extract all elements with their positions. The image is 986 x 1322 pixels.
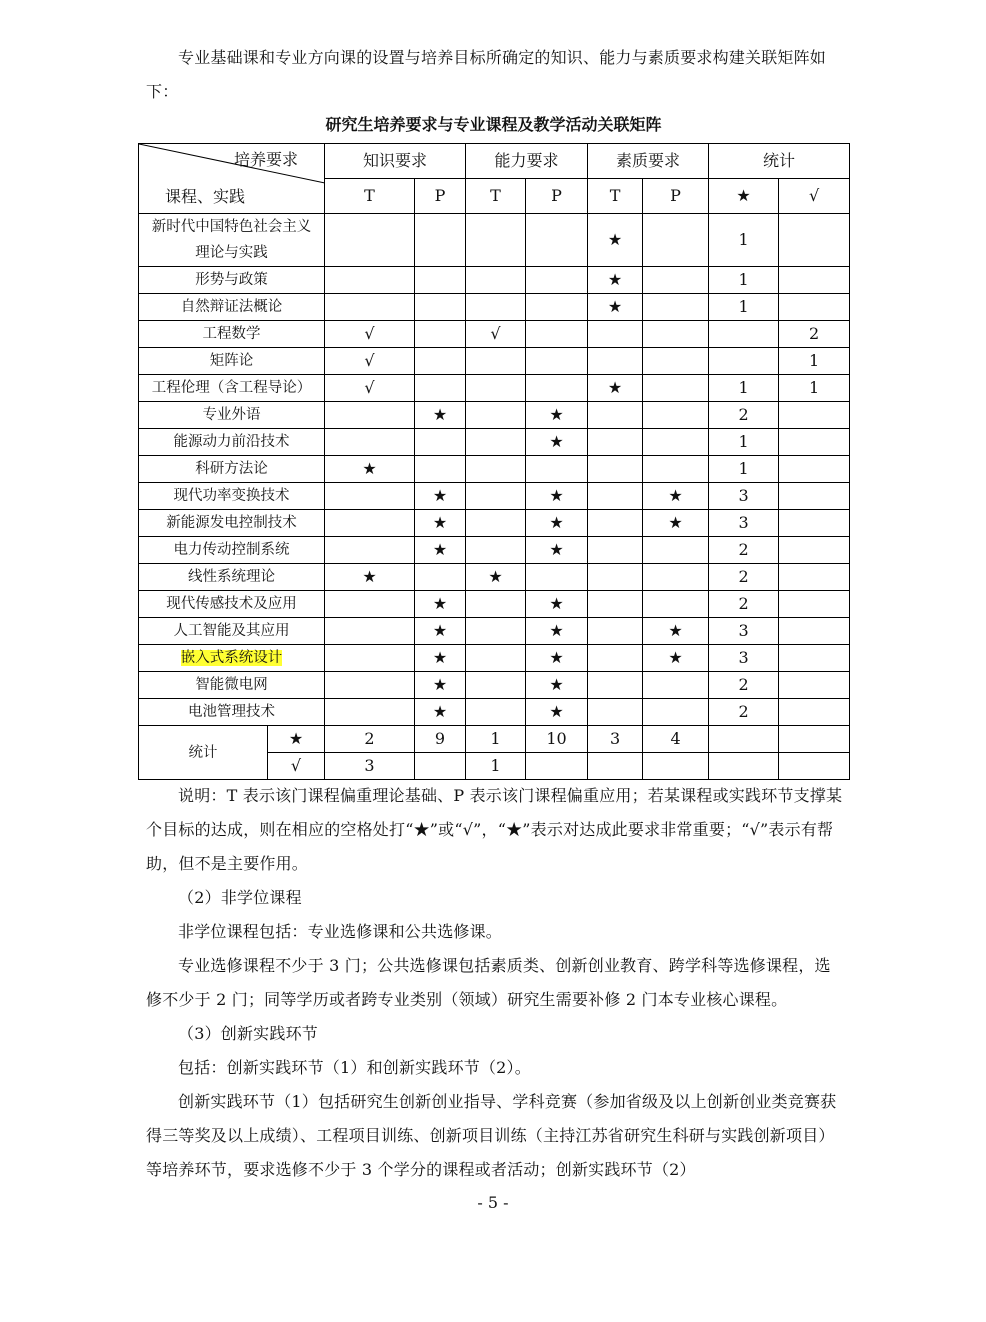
- matrix-cell: [588, 456, 643, 483]
- table-row: [139, 510, 850, 537]
- matrix-cell: [466, 483, 526, 510]
- course-name-cell: [139, 699, 325, 726]
- matrix-cell: [779, 267, 850, 294]
- table-row: [139, 645, 850, 672]
- subheader-cell: P: [643, 179, 709, 214]
- matrix-cell: [643, 591, 709, 618]
- matrix-cell: 3: [709, 510, 779, 537]
- matrix-cell: [415, 294, 466, 321]
- matrix-cell: [466, 294, 526, 321]
- matrix-cell: [415, 429, 466, 456]
- matrix-cell: [588, 537, 643, 564]
- matrix-cell: [466, 645, 526, 672]
- matrix-cell: ★: [643, 483, 709, 510]
- matrix-cell: ★: [526, 429, 588, 456]
- matrix-cell: ★: [526, 618, 588, 645]
- matrix-cell: [325, 429, 415, 456]
- subheader-cell: P: [526, 179, 588, 214]
- matrix-cell: [588, 510, 643, 537]
- matrix-cell: [526, 321, 588, 348]
- course-name-cell: [139, 429, 325, 456]
- section2-heading: （2）非学位课程: [178, 888, 302, 907]
- matrix-cell: [779, 456, 850, 483]
- matrix-cell: ★: [526, 510, 588, 537]
- matrix-cell: [526, 375, 588, 402]
- course-name-cell: [139, 456, 325, 483]
- matrix-cell: [325, 645, 415, 672]
- stats-cell: [526, 753, 588, 780]
- table-row: [139, 591, 850, 618]
- matrix-cell: ★: [643, 510, 709, 537]
- matrix-cell: √: [325, 375, 415, 402]
- course-name: 电池管理技术: [188, 704, 275, 720]
- matrix-cell: [588, 672, 643, 699]
- matrix-cell: [779, 483, 850, 510]
- table-row: [139, 564, 850, 591]
- matrix-cell: ★: [526, 402, 588, 429]
- course-name: 电力传动控制系统: [173, 542, 290, 558]
- matrix-cell: 2: [709, 672, 779, 699]
- course-name: 科研方法论: [195, 461, 268, 477]
- table-row: [139, 429, 850, 456]
- matrix-cell: 1: [779, 348, 850, 375]
- matrix-cell: [325, 672, 415, 699]
- matrix-cell: [709, 321, 779, 348]
- matrix-cell: ★: [643, 618, 709, 645]
- diag-header-requirements: 培养要求: [233, 150, 298, 169]
- stats-cell: 3: [325, 753, 415, 780]
- section3-paragraph-2: 创新实践环节（1）包括研究生创新创业指导、学科竞赛（参加省级及以上创新创业类竞赛获得三等奖及以上成绩）、工程项目训练、创新项目训练（主持江苏省研究生科研与实践创新项目）等培养环节，要求选修不少于 3 个学分的课程或者活动；创新实践环节（2）: [146, 1092, 837, 1179]
- matrix-cell: [466, 214, 526, 267]
- matrix-cell: [643, 699, 709, 726]
- matrix-cell: [415, 214, 466, 267]
- course-name: 新能源发电控制技术: [166, 515, 297, 531]
- matrix-cell: 1: [779, 375, 850, 402]
- matrix-cell: [643, 214, 709, 267]
- matrix-cell: [415, 564, 466, 591]
- matrix-cell: [466, 267, 526, 294]
- matrix-cell: [415, 456, 466, 483]
- matrix-cell: [779, 294, 850, 321]
- table-row: [139, 294, 850, 321]
- course-name-cell: [139, 321, 325, 348]
- course-name: 现代功率变换技术: [173, 488, 290, 504]
- course-name-cell: [139, 510, 325, 537]
- course-name: 人工智能及其应用: [173, 623, 290, 639]
- matrix-cell: [779, 672, 850, 699]
- matrix-cell: [779, 429, 850, 456]
- stats-cell: 2: [325, 726, 415, 753]
- course-name: 专业外语: [202, 407, 261, 423]
- course-name-cell: [139, 375, 325, 402]
- matrix-cell: [588, 564, 643, 591]
- matrix-cell: [588, 321, 643, 348]
- stats-cell: [709, 726, 779, 753]
- matrix-cell: [466, 456, 526, 483]
- matrix-cell: [588, 483, 643, 510]
- course-name-cell: [139, 483, 325, 510]
- table-row: [139, 672, 850, 699]
- matrix-cell: [325, 294, 415, 321]
- course-name: 矩阵论: [209, 353, 254, 369]
- course-name: 嵌入式系统设计: [180, 650, 283, 666]
- stats-row: [139, 726, 850, 753]
- matrix-cell: 1: [709, 214, 779, 267]
- matrix-cell: 3: [709, 483, 779, 510]
- matrix-cell: [779, 214, 850, 267]
- matrix-cell: ★: [643, 645, 709, 672]
- course-name-cell: [139, 294, 325, 321]
- matrix-cell: [709, 348, 779, 375]
- matrix-cell: [466, 510, 526, 537]
- matrix-cell: 2: [709, 537, 779, 564]
- matrix-cell: [779, 618, 850, 645]
- matrix-cell: [466, 699, 526, 726]
- course-name: 工程伦理（含工程导论）: [151, 380, 312, 396]
- table-row: [139, 375, 850, 402]
- course-name: 现代传感技术及应用: [166, 596, 297, 612]
- matrix-cell: 3: [709, 645, 779, 672]
- matrix-cell: [526, 214, 588, 267]
- matrix-cell: ★: [588, 375, 643, 402]
- matrix-cell: [588, 348, 643, 375]
- matrix-cell: ★: [415, 699, 466, 726]
- matrix-cell: 2: [709, 699, 779, 726]
- subheader-cell: ★: [709, 179, 779, 214]
- matrix-cell: 2: [709, 564, 779, 591]
- course-name: 形势与政策: [195, 272, 268, 288]
- section2-paragraph-1: 非学位课程包括：专业选修课和公共选修课。: [178, 922, 503, 941]
- table-title: 研究生培养要求与专业课程及教学活动关联矩阵: [325, 115, 662, 134]
- matrix-cell: [526, 564, 588, 591]
- matrix-cell: [466, 429, 526, 456]
- matrix-cell: ★: [415, 510, 466, 537]
- matrix-cell: ★: [588, 267, 643, 294]
- table-row: [139, 483, 850, 510]
- course-name-cell: [139, 672, 325, 699]
- matrix-cell: [526, 456, 588, 483]
- table-row: [139, 214, 850, 267]
- matrix-cell: [325, 537, 415, 564]
- group-header-stats: 统计: [709, 144, 850, 179]
- course-name-cell: [139, 564, 325, 591]
- matrix-cell: [588, 429, 643, 456]
- matrix-cell: [643, 456, 709, 483]
- course-name-cell: [139, 591, 325, 618]
- course-name: 智能微电网: [195, 677, 268, 693]
- matrix-cell: 2: [709, 591, 779, 618]
- matrix-cell: 1: [709, 294, 779, 321]
- matrix-cell: 1: [709, 429, 779, 456]
- matrix-cell: [779, 564, 850, 591]
- course-name: 自然辩证法概论: [180, 299, 283, 315]
- stats-cell: 1: [466, 726, 526, 753]
- matrix-cell: [325, 510, 415, 537]
- intro-paragraph: 专业基础课和专业方向课的设置与培养目标所确定的知识、能力与素质要求构建关联矩阵如下：: [146, 48, 827, 101]
- matrix-cell: [415, 348, 466, 375]
- matrix-cell: [643, 267, 709, 294]
- matrix-cell: 2: [709, 402, 779, 429]
- stats-cell: [643, 753, 709, 780]
- page-number: - 5 -: [477, 1193, 509, 1212]
- stats-cell: [709, 753, 779, 780]
- matrix-cell: 1: [709, 267, 779, 294]
- matrix-cell: [779, 591, 850, 618]
- matrix-cell: ★: [526, 537, 588, 564]
- matrix-cell: [325, 402, 415, 429]
- matrix-cell: [325, 267, 415, 294]
- matrix-cell: [415, 375, 466, 402]
- matrix-cell: ★: [415, 591, 466, 618]
- stats-mark-cell: ★: [268, 726, 325, 753]
- table-row: [139, 348, 850, 375]
- subheader-cell: T: [325, 179, 415, 214]
- matrix-cell: [415, 321, 466, 348]
- table-row: [139, 267, 850, 294]
- matrix-cell: 3: [709, 618, 779, 645]
- matrix-cell: ★: [526, 672, 588, 699]
- matrix-cell: ★: [526, 699, 588, 726]
- subheader-cell: T: [466, 179, 526, 214]
- note-paragraph: 说明：T 表示该门课程偏重理论基础、P 表示该门课程偏重应用；若某课程或实践环节支撑某个目标的达成，则在相应的空格处打“★”或“√”，“★”表示对达成此要求非常重要；“√”表示有帮助，但不是主要作用。: [146, 786, 843, 873]
- matrix-cell: [643, 672, 709, 699]
- matrix-cell: √: [325, 348, 415, 375]
- course-name-cell: [139, 214, 325, 267]
- matrix-cell: ★: [588, 294, 643, 321]
- matrix-cell: [588, 618, 643, 645]
- matrix-cell: [466, 375, 526, 402]
- section3-heading: （3）创新实践环节: [178, 1024, 318, 1043]
- stats-cell: 4: [643, 726, 709, 753]
- matrix-cell: [325, 699, 415, 726]
- matrix-cell: [643, 375, 709, 402]
- matrix-cell: [588, 699, 643, 726]
- group-header-ability: 能力要求: [466, 144, 588, 179]
- matrix-cell: [643, 348, 709, 375]
- table-row: [139, 321, 850, 348]
- matrix-cell: [588, 402, 643, 429]
- matrix-cell: [415, 267, 466, 294]
- stats-cell: [779, 726, 850, 753]
- matrix-cell: √: [466, 321, 526, 348]
- diag-header-courses: 课程、实践: [165, 187, 246, 206]
- group-header-knowledge: 知识要求: [325, 144, 466, 179]
- table-row: [139, 699, 850, 726]
- matrix-cell: [779, 510, 850, 537]
- matrix-cell: ★: [588, 214, 643, 267]
- matrix-cell: [779, 402, 850, 429]
- matrix-cell: 2: [779, 321, 850, 348]
- matrix-cell: ★: [415, 483, 466, 510]
- section2-paragraph-2: 专业选修课程不少于 3 门；公共选修课包括素质类、创新创业教育、跨学科等选修课程，选修不少于 2 门；同等学历或者跨专业类别（领域）研究生需要补修 2 门本专业核心课程。: [146, 956, 831, 1009]
- matrix-cell: [466, 591, 526, 618]
- matrix-cell: 1: [709, 456, 779, 483]
- matrix-cell: [325, 483, 415, 510]
- matrix-cell: [643, 564, 709, 591]
- matrix-cell: ★: [415, 537, 466, 564]
- table-row: [139, 402, 850, 429]
- matrix-cell: [466, 618, 526, 645]
- matrix-cell: [325, 618, 415, 645]
- stats-cell: 1: [466, 753, 526, 780]
- matrix-cell: ★: [415, 672, 466, 699]
- matrix-cell: ★: [415, 645, 466, 672]
- stats-cell: [588, 753, 643, 780]
- matrix-cell: [643, 429, 709, 456]
- course-name-cell: [139, 618, 325, 645]
- subheader-cell: T: [588, 179, 643, 214]
- course-name: 能源动力前沿技术: [173, 434, 290, 450]
- matrix-cell: ★: [526, 645, 588, 672]
- matrix-cell: ★: [526, 591, 588, 618]
- subheader-cell: √: [779, 179, 850, 214]
- course-name-cell: [139, 267, 325, 294]
- matrix-cell: [466, 537, 526, 564]
- matrix-cell: ★: [526, 483, 588, 510]
- matrix-cell: [526, 294, 588, 321]
- table-row: [139, 456, 850, 483]
- course-name-cell: [139, 348, 325, 375]
- matrix-cell: [643, 402, 709, 429]
- matrix-cell: ★: [325, 564, 415, 591]
- matrix-cell: [526, 267, 588, 294]
- stats-cell: 9: [415, 726, 466, 753]
- group-header-quality: 素质要求: [588, 144, 709, 179]
- matrix-cell: [588, 645, 643, 672]
- matrix-cell: √: [325, 321, 415, 348]
- matrix-cell: 1: [709, 375, 779, 402]
- subheader-cell: P: [415, 179, 466, 214]
- matrix-cell: [643, 537, 709, 564]
- stats-cell: 3: [588, 726, 643, 753]
- matrix-cell: [643, 294, 709, 321]
- matrix-cell: [466, 672, 526, 699]
- matrix-cell: [779, 537, 850, 564]
- matrix-cell: [779, 699, 850, 726]
- table-row: [139, 537, 850, 564]
- matrix-cell: [643, 321, 709, 348]
- matrix-cell: ★: [415, 402, 466, 429]
- matrix-cell: [779, 645, 850, 672]
- stats-mark-cell: √: [268, 753, 325, 780]
- course-name: 工程数学: [202, 326, 261, 342]
- stats-cell: [415, 753, 466, 780]
- matrix-cell: [526, 348, 588, 375]
- matrix-cell: [466, 348, 526, 375]
- relation-matrix-table: [138, 143, 850, 780]
- matrix-cell: [325, 591, 415, 618]
- stats-cell: 10: [526, 726, 588, 753]
- matrix-cell: ★: [415, 618, 466, 645]
- matrix-cell: ★: [466, 564, 526, 591]
- diagonal-header-cell: [139, 144, 325, 214]
- course-name-cell: [139, 402, 325, 429]
- matrix-cell: [466, 402, 526, 429]
- stats-label-cell: 统计: [139, 726, 268, 780]
- section3-paragraph-1: 包括：创新实践环节（1）和创新实践环节（2）。: [178, 1058, 531, 1077]
- stats-cell: [779, 753, 850, 780]
- course-name-cell: [139, 537, 325, 564]
- course-name: 线性系统理论: [188, 569, 275, 585]
- matrix-cell: [588, 591, 643, 618]
- table-row: [139, 618, 850, 645]
- matrix-cell: ★: [325, 456, 415, 483]
- matrix-cell: [325, 214, 415, 267]
- course-name-cell: [139, 645, 325, 672]
- course-name: 新时代中国特色社会主义理论与实践: [151, 219, 312, 261]
